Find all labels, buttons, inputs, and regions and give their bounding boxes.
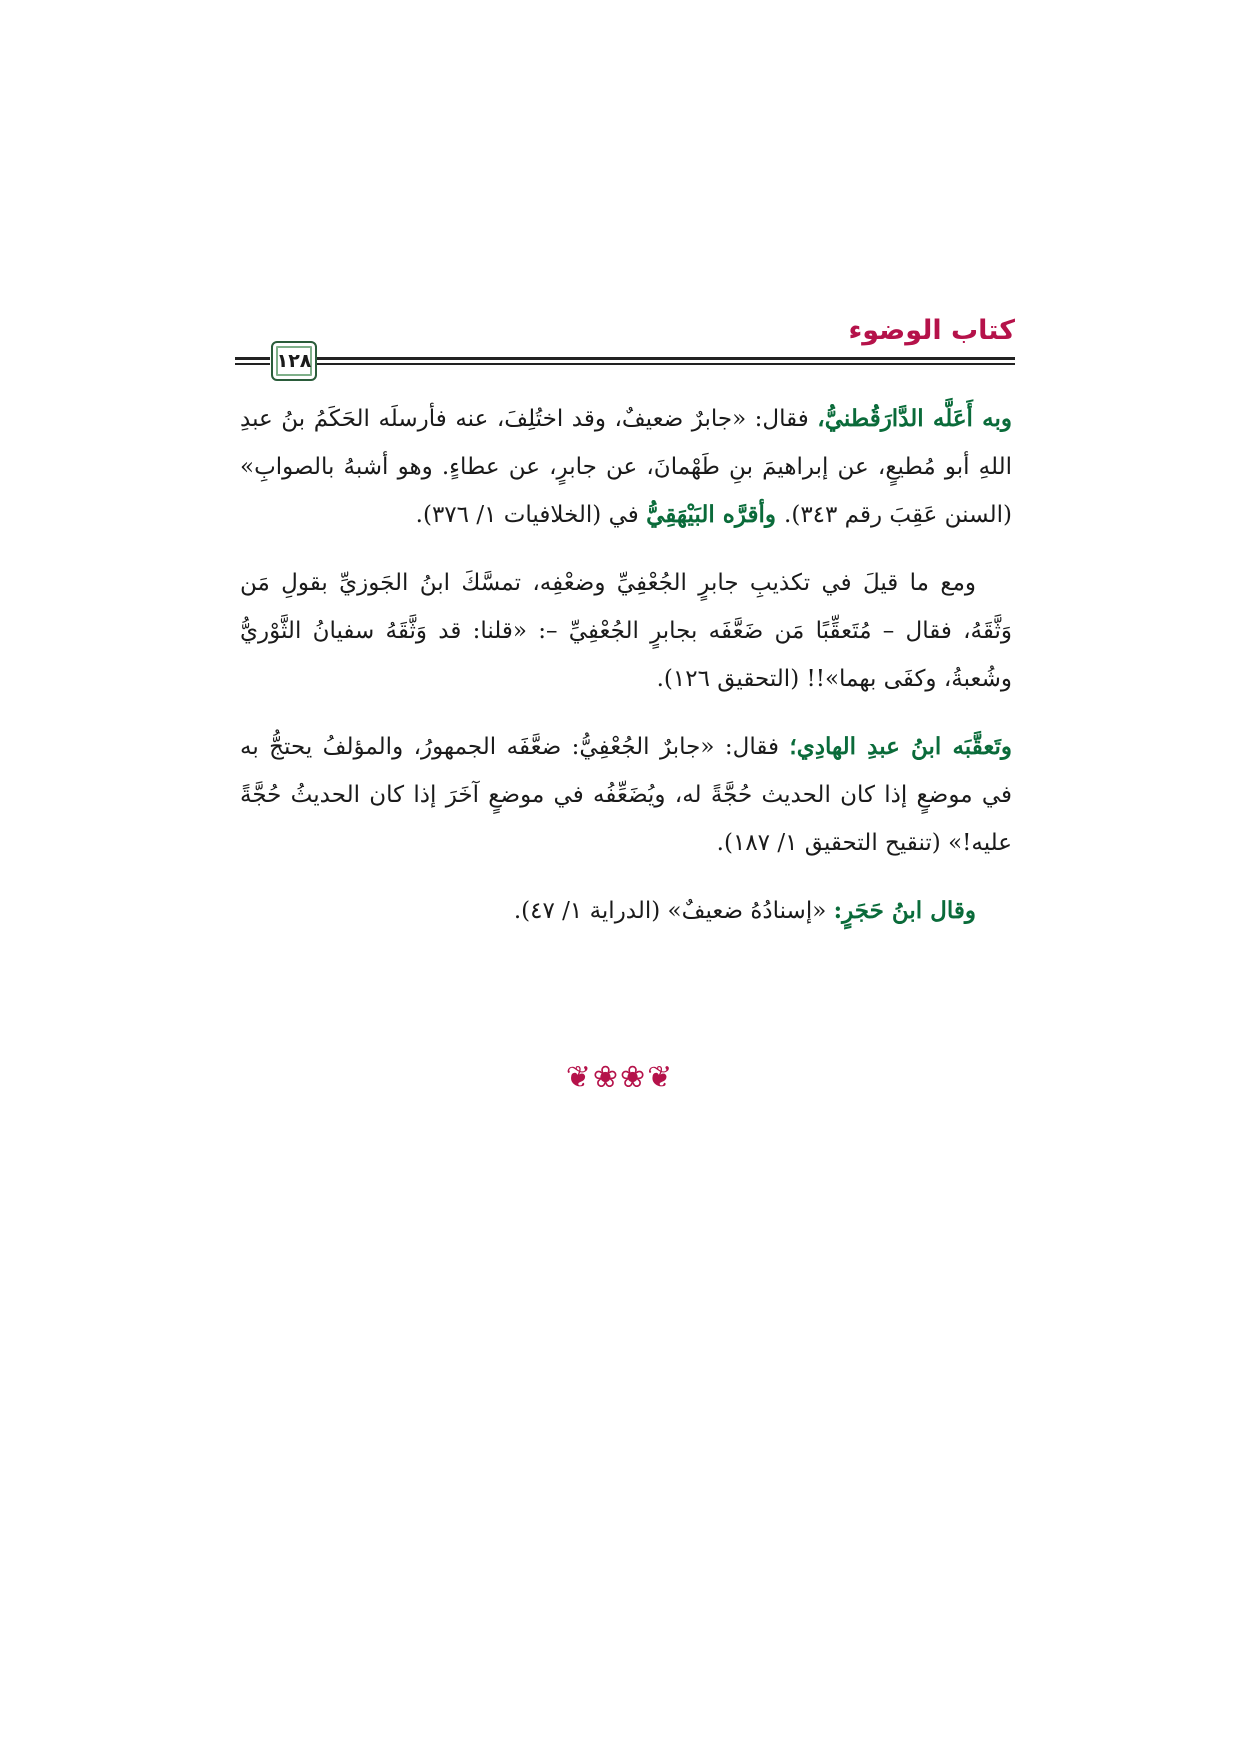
paragraph-text: في (الخلافيات ١/ ٣٧٦). (415, 502, 647, 528)
paragraph (240, 395, 1012, 539)
section-end-ornament-icon: ❦❀❀❦ (565, 1060, 675, 1095)
paragraph-text: فقال: «جابرٌ الجُعْفِيُّ: ضعَّفَه الجمهورُ، والمؤلفُ يحتجُّ به في موضعٍ إذا كان الحديث حُجَّةً له، ويُضَعِّفُه في موضعٍ آخَرَ إذا كان الحديثُ حُجَّةً عليه!» (تنقيح التحقيق ١/ ١٨٧). (240, 734, 1012, 856)
paragraph (240, 887, 1012, 935)
page-header (235, 305, 1015, 375)
paragraph (240, 723, 1012, 867)
highlight-name: وتَعقَّبَه ابنُ عبدِ الهادِي؛ (789, 733, 1012, 760)
header-rule-left-thin (235, 363, 270, 365)
paragraph-text: «إسنادُهُ ضعيفٌ» (الدراية ١/ ٤٧). (513, 898, 834, 924)
chapter-title: كتاب الوضوء (848, 315, 1015, 346)
paragraph (240, 559, 1012, 703)
highlight-name: وقال ابنُ حَجَرٍ: (833, 897, 976, 924)
header-rule (315, 357, 1015, 360)
paragraph-text: ومع ما قيلَ في تكذيبِ جابرٍ الجُعْفِيِّ وضعْفِه، تمسَّكَ ابنُ الجَوزيِّ بقولِ مَن وَثَّقَهُ، فقال – مُتَعقِّبًا مَن ضَعَّفَه بجابرٍ الجُعْفِيِّ –: «قلنا: قد وَثَّقَهُ سفيانُ الثَّوْريُّ وشُعبةُ، وكفَى بهما»!! (التحقيق ١٢٦). (240, 570, 1012, 692)
header-rule-thin (315, 363, 1015, 365)
highlight-name: وبه أَعَلَّه الدَّارَقُطنيُّ، (817, 405, 1012, 432)
page-body (240, 395, 1012, 955)
paragraph-text: فقال: «جابرٌ ضعيفٌ، وقد اختُلِفَ، عنه فأرسلَه الحَكَمُ بنُ عبدِ اللهِ أبو مُطيعٍ، عن إبراهيمَ بنِ طَهْمانَ، عن جابرٍ، عن عطاءٍ. وهو أشبهُ بالصوابِ» (السنن عَقِبَ رقم ٣٤٣). (240, 406, 1012, 528)
highlight-name: وأقرَّه البَيْهَقِيُّ (646, 501, 785, 528)
page-number: ١٢٨ (271, 341, 317, 381)
header-rule-left (235, 357, 270, 360)
